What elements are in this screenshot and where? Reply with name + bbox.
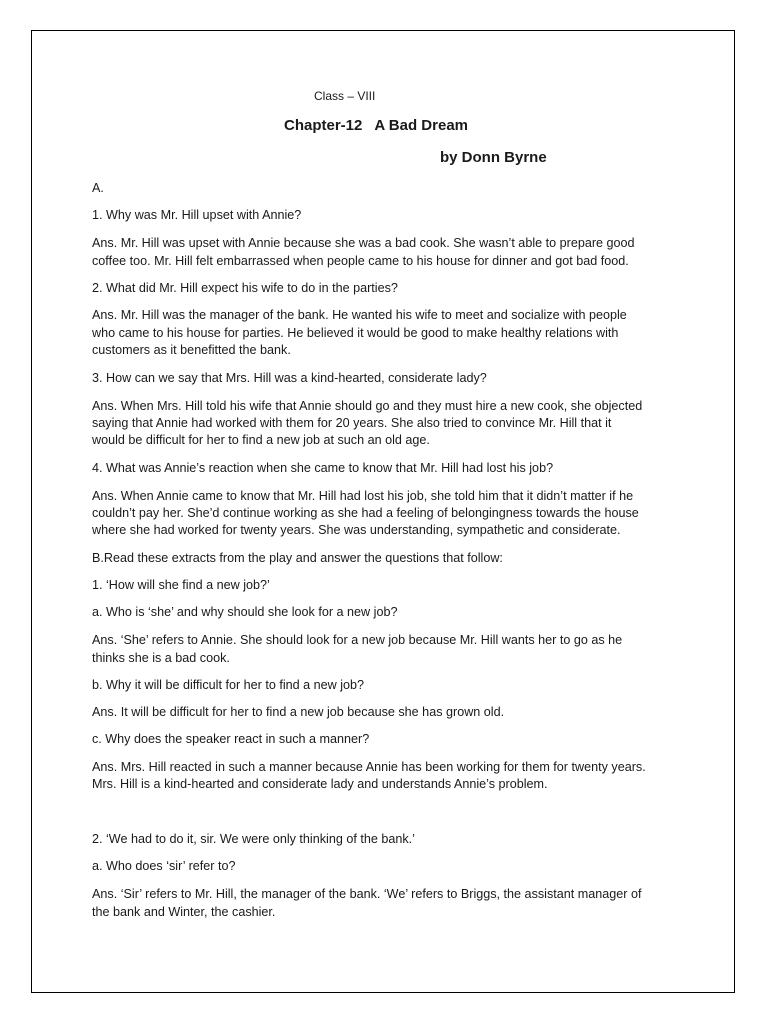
section-b-intro: B.Read these extracts from the play and answer the questions that follow: xyxy=(92,551,503,565)
answer-1-line-1: Ans. Mr. Hill was upset with Annie because she was a bad cook. She wasn’t able to prepare good xyxy=(92,236,635,250)
extract-1: 1. ‘How will she find a new job?’ xyxy=(92,578,270,592)
author-line: by Donn Byrne xyxy=(440,149,547,166)
chapter-title xyxy=(284,117,468,135)
extract-2-answer-a-line-1: Ans. ‘Sir’ refers to Mr. Hill, the manager of the bank. ‘We’ refers to Briggs, the assistant manager of xyxy=(92,887,642,901)
answer-2-line-1: Ans. Mr. Hill was the manager of the bank. He wanted his wife to meet and socialize with people xyxy=(92,308,627,322)
extract-1-question-b: b. Why it will be difficult for her to find a new job? xyxy=(92,678,365,692)
section-a-label: A. xyxy=(92,181,104,195)
answer-4-line-2: couldn’t pay her. She’d continue working as she had a feeling of belongingness towards the house xyxy=(92,506,639,520)
extract-1-question-c: c. Why does the speaker react in such a manner? xyxy=(92,732,370,746)
question-1: 1. Why was Mr. Hill upset with Annie? xyxy=(92,208,302,222)
answer-3-line-3: would be difficult for her to find a new job at such an old age. xyxy=(92,433,430,447)
extract-2-question-a: a. Who does ‘sir’ refer to? xyxy=(92,859,236,873)
answer-2-line-3: customers as it benefitted the bank. xyxy=(92,343,291,357)
extract-1-answer-a-line-2: thinks she is a bad cook. xyxy=(92,651,230,665)
chapter-name: A Bad Dream xyxy=(374,117,468,134)
chapter-number: Chapter-12 xyxy=(284,117,363,134)
class-label: Class – VIII xyxy=(314,89,376,103)
extract-1-question-a: a. Who is ‘she’ and why should she look for a new job? xyxy=(92,605,398,619)
extract-1-answer-c-line-1: Ans. Mrs. Hill reacted in such a manner because Annie has been working for them for twenty years. xyxy=(92,760,646,774)
answer-1-line-2: coffee too. Mr. Hill felt embarrassed when people came to his house for dinner and got bad food. xyxy=(92,254,629,268)
extract-2: 2. ‘We had to do it, sir. We were only thinking of the bank.’ xyxy=(92,832,415,846)
answer-2-line-2: who came to his house for parties. He believed it would be good to make healthy relations with xyxy=(92,326,619,340)
extract-1-answer-b: Ans. It will be difficult for her to find a new job because she has grown old. xyxy=(92,705,505,719)
extract-2-answer-a-line-2: the bank and Winter, the cashier. xyxy=(92,905,276,919)
question-4: 4. What was Annie’s reaction when she came to know that Mr. Hill had lost his job? xyxy=(92,461,554,475)
answer-4-line-1: Ans. When Annie came to know that Mr. Hill had lost his job, she told him that it didn’t matter if he xyxy=(92,489,634,503)
answer-3-line-2: saying that Annie had worked with them for 20 years. She also tried to convince Mr. Hill that it xyxy=(92,416,612,430)
extract-1-answer-a-line-1: Ans. ‘She’ refers to Annie. She should look for a new job because Mr. Hill wants her to go as he xyxy=(92,633,623,647)
question-2: 2. What did Mr. Hill expect his wife to do in the parties? xyxy=(92,281,398,295)
answer-3-line-1: Ans. When Mrs. Hill told his wife that Annie should go and they must hire a new cook, she objected xyxy=(92,399,643,413)
answer-4-line-3: where she had worked for twenty years. She was understanding, sympathetic and considerate. xyxy=(92,523,621,537)
question-3: 3. How can we say that Mrs. Hill was a kind-hearted, considerate lady? xyxy=(92,371,487,385)
extract-1-answer-c-line-2: Mrs. Hill is a kind-hearted and considerate lady and understands Annie’s problem. xyxy=(92,777,548,791)
